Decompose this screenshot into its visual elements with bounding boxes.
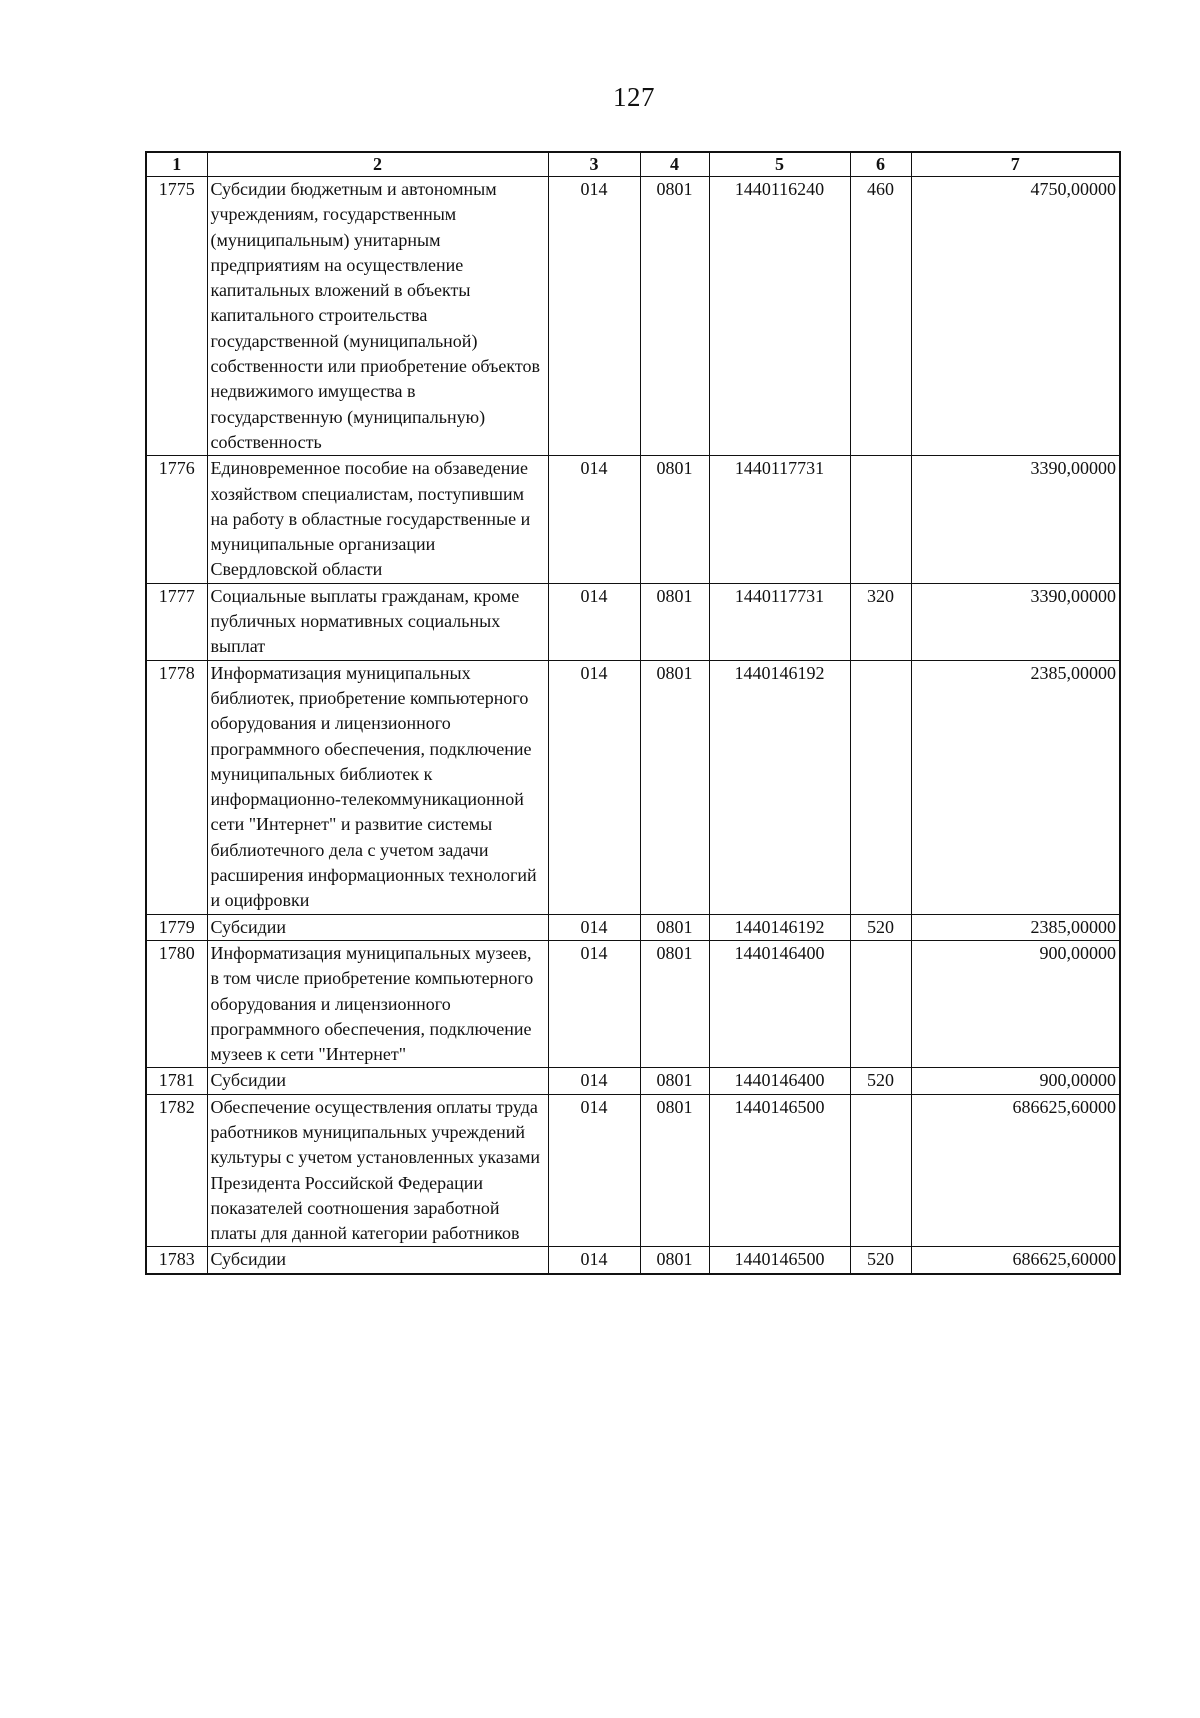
row-amount: 2385,00000 [911, 660, 1120, 914]
row-ministry-code: 014 [548, 583, 640, 660]
row-section-code: 0801 [640, 1247, 709, 1274]
row-section-code: 0801 [640, 177, 709, 456]
row-name: Субсидии [207, 1247, 548, 1274]
row-ministry-code: 014 [548, 1247, 640, 1274]
row-target-code: 1440117731 [709, 583, 850, 660]
row-ministry-code: 014 [548, 177, 640, 456]
row-number: 1779 [146, 914, 207, 940]
row-target-code: 1440146192 [709, 660, 850, 914]
row-section-code: 0801 [640, 1094, 709, 1247]
row-amount: 3390,00000 [911, 456, 1120, 583]
budget-table [145, 151, 1121, 1275]
header-row [146, 152, 1120, 177]
row-amount: 686625,60000 [911, 1247, 1120, 1274]
table-row [146, 940, 1120, 1067]
row-section-code: 0801 [640, 583, 709, 660]
row-number: 1781 [146, 1068, 207, 1094]
page-number: 127 [613, 82, 655, 112]
row-expense-code [850, 940, 911, 1067]
row-section-code: 0801 [640, 940, 709, 1067]
row-number: 1782 [146, 1094, 207, 1247]
header-col-1: 1 [146, 152, 207, 177]
row-name: Обеспечение осуществления оплаты труда работников муниципальных учреждений культуры с учетом установленных указами Президента Российской Федерации показателей соотношения заработной платы для данной категории работников [207, 1094, 548, 1247]
row-ministry-code: 014 [548, 1094, 640, 1247]
row-section-code: 0801 [640, 456, 709, 583]
table-row [146, 456, 1120, 583]
row-expense-code: 460 [850, 177, 911, 456]
row-expense-code: 520 [850, 914, 911, 940]
row-ministry-code: 014 [548, 914, 640, 940]
row-target-code: 1440117731 [709, 456, 850, 583]
row-number: 1777 [146, 583, 207, 660]
table-row [146, 1068, 1120, 1094]
row-name: Субсидии [207, 914, 548, 940]
row-expense-code: 520 [850, 1247, 911, 1274]
row-expense-code: 320 [850, 583, 911, 660]
row-number: 1775 [146, 177, 207, 456]
row-section-code: 0801 [640, 1068, 709, 1094]
row-amount: 900,00000 [911, 1068, 1120, 1094]
header-col-5: 5 [709, 152, 850, 177]
header-col-4: 4 [640, 152, 709, 177]
row-target-code: 1440146192 [709, 914, 850, 940]
row-number: 1776 [146, 456, 207, 583]
row-name: Социальные выплаты гражданам, кроме публичных нормативных социальных выплат [207, 583, 548, 660]
row-ministry-code: 014 [548, 1068, 640, 1094]
row-target-code: 1440146500 [709, 1094, 850, 1247]
row-ministry-code: 014 [548, 940, 640, 1067]
row-ministry-code: 014 [548, 456, 640, 583]
table-body [146, 177, 1120, 1274]
row-name: Единовременное пособие на обзаведение хозяйством специалистам, поступившим на работу в областные государственные и муниципальные организации Свердловской области [207, 456, 548, 583]
table-row [146, 583, 1120, 660]
row-number: 1780 [146, 940, 207, 1067]
row-target-code: 1440146500 [709, 1247, 850, 1274]
row-name: Информатизация муниципальных библиотек, приобретение компьютерного оборудования и лицензионного программного обеспечения, подключение муниципальных библиотек к информационно-телекоммуникационной сети "Интернет" и развитие системы библиотечного дела с учетом задачи расширения информационных технологий и оцифровки [207, 660, 548, 914]
row-expense-code: 520 [850, 1068, 911, 1094]
row-section-code: 0801 [640, 914, 709, 940]
row-number: 1783 [146, 1247, 207, 1274]
row-expense-code [850, 456, 911, 583]
table-row [146, 177, 1120, 456]
header-col-3: 3 [548, 152, 640, 177]
row-amount: 4750,00000 [911, 177, 1120, 456]
table-row [146, 1247, 1120, 1274]
table-row [146, 660, 1120, 914]
row-amount: 686625,60000 [911, 1094, 1120, 1247]
header-col-7: 7 [911, 152, 1120, 177]
table-row [146, 914, 1120, 940]
row-ministry-code: 014 [548, 660, 640, 914]
row-expense-code [850, 1094, 911, 1247]
row-name: Информатизация муниципальных музеев, в том числе приобретение компьютерного оборудования и лицензионного программного обеспечения, подключение музеев к сети "Интернет" [207, 940, 548, 1067]
row-target-code: 1440146400 [709, 940, 850, 1067]
row-target-code: 1440146400 [709, 1068, 850, 1094]
table-header [146, 152, 1120, 177]
row-amount: 2385,00000 [911, 914, 1120, 940]
table-row [146, 1094, 1120, 1247]
row-expense-code [850, 660, 911, 914]
header-col-6: 6 [850, 152, 911, 177]
row-amount: 3390,00000 [911, 583, 1120, 660]
row-name: Субсидии [207, 1068, 548, 1094]
row-number: 1778 [146, 660, 207, 914]
row-section-code: 0801 [640, 660, 709, 914]
header-col-2: 2 [207, 152, 548, 177]
row-amount: 900,00000 [911, 940, 1120, 1067]
row-name: Субсидии бюджетным и автономным учреждениям, государственным (муниципальным) унитарным предприятиям на осуществление капитальных вложений в объекты капитального строительства государственной (муниципальной) собственности или приобретение объектов недвижимого имущества в государственную (муниципальную) собственность [207, 177, 548, 456]
row-target-code: 1440116240 [709, 177, 850, 456]
